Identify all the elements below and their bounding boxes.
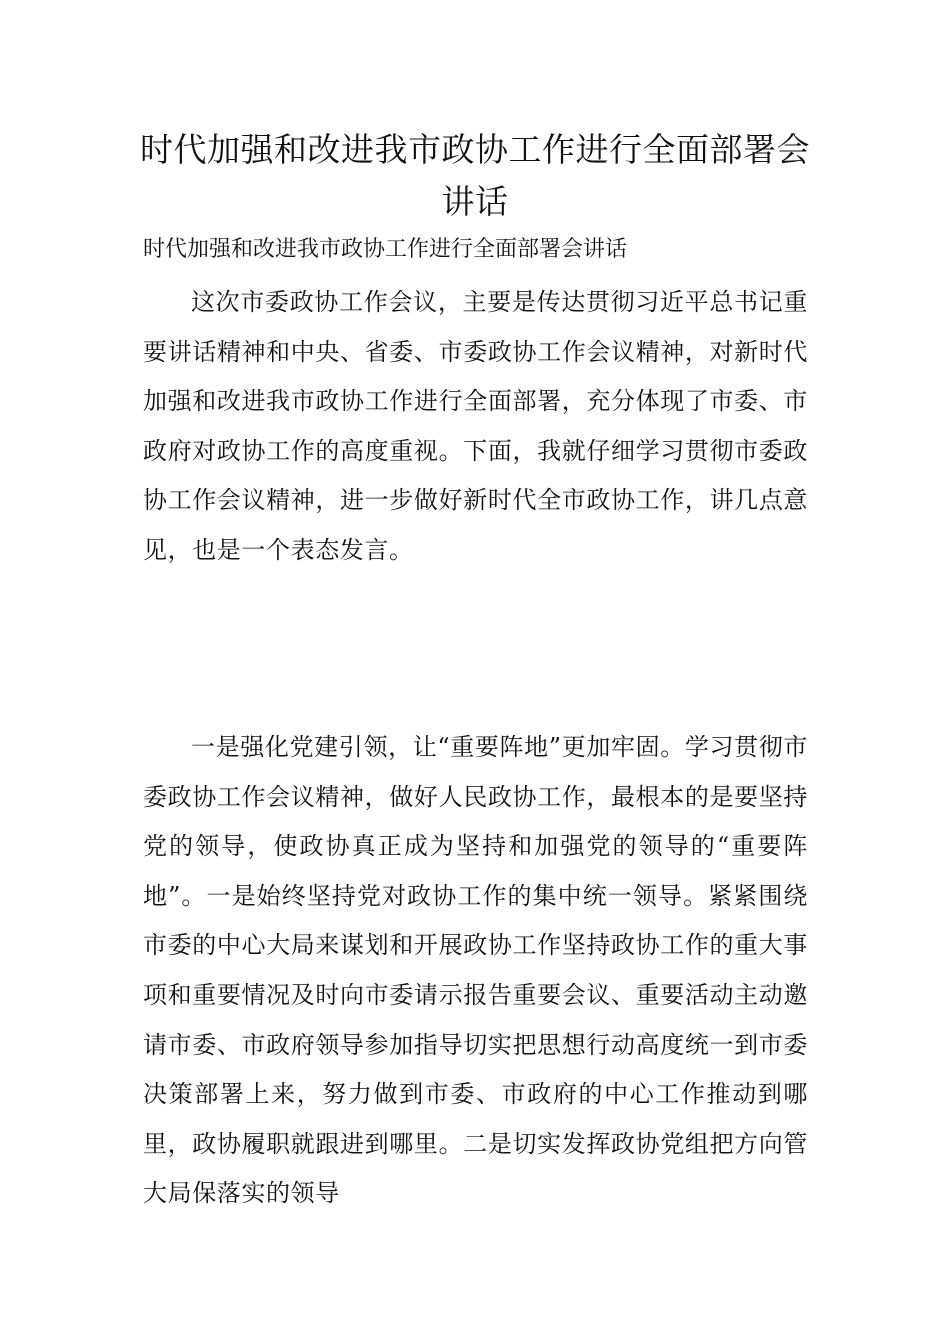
document-subtitle: 时代加强和改进我市政协工作进行全面部署会讲话: [143, 237, 628, 262]
body-paragraph: 一是强化党建引领，让“重要阵地”更加牢固。学习贯彻市委政协工作会议精神，做好人民政协工作，最根本的是要坚持党的领导，使政协真正成为坚持和加强党的领导的“重要阵地”。一是始终坚持党对政协工作的集中统一领导。紧紧围绕市委的中心大局来谋划和开展政协工作坚持政协工作的重大事项和重要情况及时向市委请示报告重要会议、重要活动主动邀请市委、市政府领导参加指导切实把思想行动高度统一到市委决策部署上来，努力做到市委、市政府的中心工作推动到哪里，政协履职就跟进到哪里。二是切实发挥政协党组把方向管大局保落实的领导: [143, 733, 808, 1208]
document-title: 时代加强和改进我市政协工作进行全面部署会讲话: [140, 130, 810, 221]
body-paragraph: 这次市委政协工作会议，主要是传达贯彻习近平总书记重要讲话精神和中央、省委、市委政协工作会议精神，对新时代加强和改进我市政协工作进行全面部署，充分体现了市委、市政府对政协工作的高度重视。下面，我就仔细学习贯彻市委政协工作会议精神，进一步做好新时代全市政协工作，讲几点意见，也是一个表态发言。: [143, 288, 808, 564]
